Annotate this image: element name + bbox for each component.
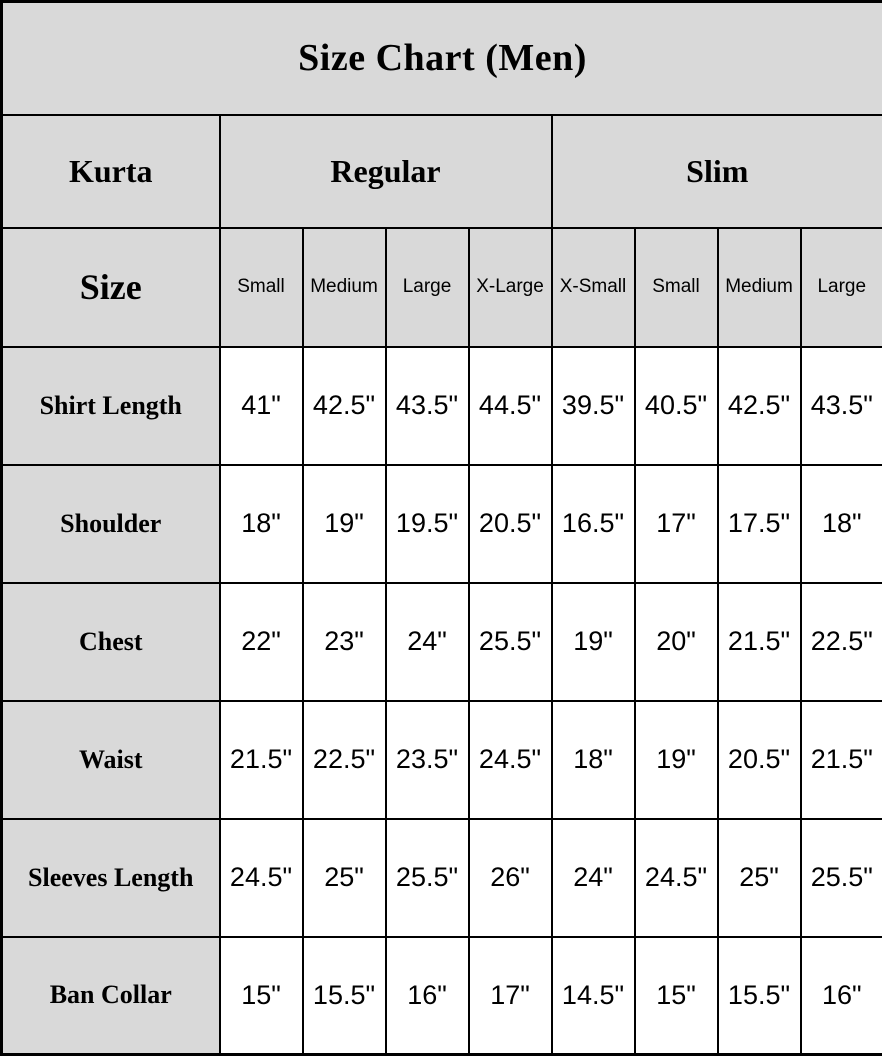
measurement-cell: 40.5" [635, 347, 718, 465]
row-label: Sleeves Length [2, 819, 220, 937]
table-row-ban-collar [2, 937, 882, 1055]
measurement-cell: 19" [552, 583, 635, 701]
measurement-cell: 25.5" [386, 819, 469, 937]
column-header-regular-xlarge: X-Large [469, 228, 552, 347]
measurement-cell: 22.5" [801, 583, 882, 701]
measurement-cell: 18" [801, 465, 882, 583]
measurement-cell: 17" [469, 937, 552, 1055]
measurement-cell: 21.5" [718, 583, 801, 701]
measurement-cell: 18" [220, 465, 303, 583]
regular-fit-header-cell: Regular [220, 115, 552, 228]
measurement-cell: 21.5" [220, 701, 303, 819]
measurement-cell: 16.5" [552, 465, 635, 583]
table-row-shirt-length [2, 347, 882, 465]
column-header-slim-xsmall: X-Small [552, 228, 635, 347]
column-header-slim-small: Small [635, 228, 718, 347]
measurement-cell: 23" [303, 583, 386, 701]
measurement-cell: 22.5" [303, 701, 386, 819]
measurement-cell: 41" [220, 347, 303, 465]
measurement-cell: 16" [386, 937, 469, 1055]
measurement-cell: 24.5" [220, 819, 303, 937]
column-header-regular-medium: Medium [303, 228, 386, 347]
measurement-cell: 16" [801, 937, 882, 1055]
measurement-cell: 23.5" [386, 701, 469, 819]
measurement-cell: 25" [303, 819, 386, 937]
measurement-cell: 25.5" [469, 583, 552, 701]
measurement-cell: 43.5" [801, 347, 882, 465]
measurement-cell: 15" [220, 937, 303, 1055]
measurement-cell: 42.5" [303, 347, 386, 465]
measurement-cell: 42.5" [718, 347, 801, 465]
measurement-cell: 15" [635, 937, 718, 1055]
measurement-cell: 20" [635, 583, 718, 701]
table-row-waist [2, 701, 882, 819]
row-label: Ban Collar [2, 937, 220, 1055]
measurement-cell: 22" [220, 583, 303, 701]
measurement-cell: 24" [386, 583, 469, 701]
column-header-slim-large: Large [801, 228, 882, 347]
row-label: Waist [2, 701, 220, 819]
measurement-cell: 24.5" [469, 701, 552, 819]
slim-fit-header-cell: Slim [552, 115, 882, 228]
column-header-regular-small: Small [220, 228, 303, 347]
measurement-cell: 17.5" [718, 465, 801, 583]
measurement-cell: 43.5" [386, 347, 469, 465]
measurement-cell: 17" [635, 465, 718, 583]
measurement-cell: 19" [303, 465, 386, 583]
measurement-cell: 24.5" [635, 819, 718, 937]
column-header-slim-medium: Medium [718, 228, 801, 347]
measurement-cell: 44.5" [469, 347, 552, 465]
size-header-cell: Size [2, 228, 220, 347]
measurement-cell: 14.5" [552, 937, 635, 1055]
measurement-cell: 26" [469, 819, 552, 937]
measurement-cell: 15.5" [718, 937, 801, 1055]
measurement-cell: 18" [552, 701, 635, 819]
measurement-cell: 20.5" [718, 701, 801, 819]
row-label: Shoulder [2, 465, 220, 583]
measurement-cell: 20.5" [469, 465, 552, 583]
measurement-cell: 39.5" [552, 347, 635, 465]
row-label: Shirt Length [2, 347, 220, 465]
table-row-shoulder [2, 465, 882, 583]
table-row-chest [2, 583, 882, 701]
fit-group-header-row [2, 115, 882, 228]
measurement-cell: 24" [552, 819, 635, 937]
table-row-sleeves-length [2, 819, 882, 937]
title-row [2, 2, 882, 115]
measurement-cell: 25.5" [801, 819, 882, 937]
measurement-cell: 15.5" [303, 937, 386, 1055]
column-header-regular-large: Large [386, 228, 469, 347]
measurement-cell: 19.5" [386, 465, 469, 583]
garment-header-cell: Kurta [2, 115, 220, 228]
size-header-row [2, 228, 882, 347]
measurement-cell: 25" [718, 819, 801, 937]
page-title: Size Chart (Men) [2, 2, 882, 115]
measurement-cell: 19" [635, 701, 718, 819]
row-label: Chest [2, 583, 220, 701]
measurement-cell: 21.5" [801, 701, 882, 819]
